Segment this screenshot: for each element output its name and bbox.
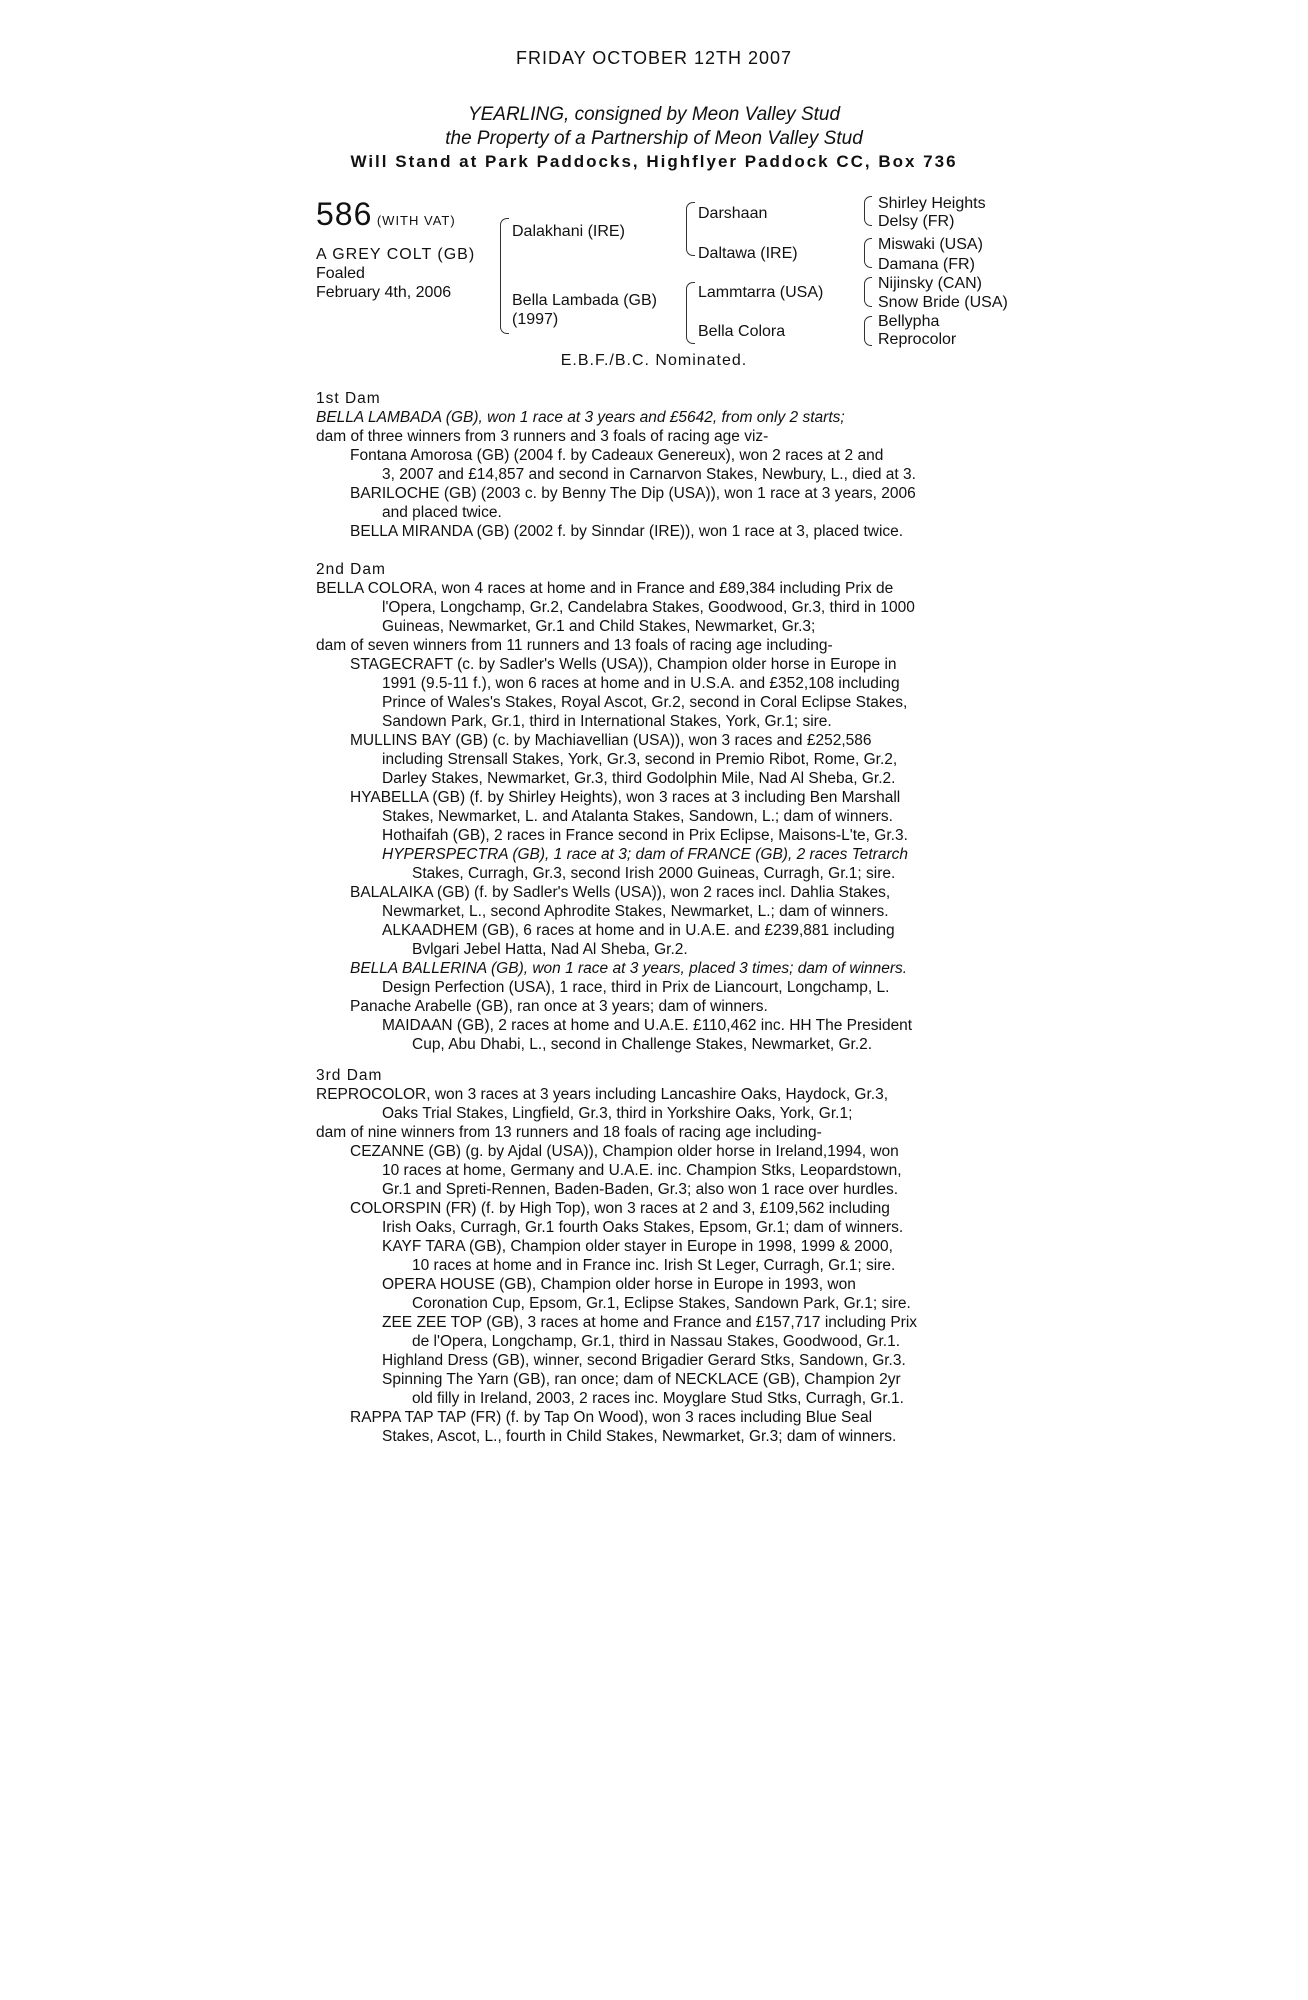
pedigree-brace-g3-2 xyxy=(864,238,872,268)
pedigree-g3-5: Nijinsky (CAN) xyxy=(878,275,982,292)
pedigree-brace-g3-3 xyxy=(864,277,872,307)
third-dam-line: REPROCOLOR, won 3 races at 3 years including Lancashire Oaks, Haydock, Gr.3, xyxy=(316,1086,889,1103)
pedigree-g3-1: Shirley Heights xyxy=(878,195,986,212)
second-dam-line: Hothaifah (GB), 2 races in France second in Prix Eclipse, Maisons-L'te, Gr.3. xyxy=(382,827,908,844)
third-dam-line: ZEE ZEE TOP (GB), 3 races at home and France and £157,717 including Prix xyxy=(382,1314,918,1331)
second-dam-line: BELLA BALLERINA (GB), won 1 race at 3 years, placed 3 times; dam of winners. xyxy=(350,960,908,977)
second-dam-line: Bvlgari Jebel Hatta, Nad Al Sheba, Gr.2. xyxy=(412,941,688,958)
second-dam-line: HYABELLA (GB) (f. by Shirley Heights), won 3 races at 3 including Ben Marshall xyxy=(350,789,901,806)
foaled-label: Foaled xyxy=(316,265,365,282)
second-dam-section xyxy=(316,560,1006,1054)
second-dam-line: Prince of Wales's Stakes, Royal Ascot, Gr.2, second in Coral Eclipse Stakes, xyxy=(382,694,908,711)
second-dam-line: Cup, Abu Dhabi, L., second in Challenge Stakes, Newmarket, Gr.2. xyxy=(412,1036,873,1053)
second-dam-line: STAGECRAFT (c. by Sadler's Wells (USA)), Champion older horse in Europe in xyxy=(350,656,897,673)
third-dam-line: Spinning The Yarn (GB), ran once; dam of NECKLACE (GB), Champion 2yr xyxy=(382,1371,901,1388)
consignment-line-1: YEARLING, consigned by Meon Valley Stud xyxy=(467,104,841,125)
first-dam-line: and placed twice. xyxy=(382,504,502,521)
second-dam-line: BALALAIKA (GB) (f. by Sadler's Wells (USA)), won 2 races incl. Dahlia Stakes, xyxy=(350,884,891,901)
vat-note: (WITH VAT) xyxy=(376,213,456,228)
stand-location: Will Stand at Park Paddocks, Highflyer Paddock CC, Box 736 xyxy=(350,152,958,171)
pedigree-sire-dam: Daltawa (IRE) xyxy=(698,245,798,262)
second-dam-line: Sandown Park, Gr.1, third in International Stakes, York, Gr.1; sire. xyxy=(382,713,832,730)
first-dam-section xyxy=(316,389,1006,541)
second-dam-line: l'Opera, Longchamp, Gr.2, Candelabra Stakes, Goodwood, Gr.3, third in 1000 xyxy=(382,599,915,616)
pedigree-brace-gen1 xyxy=(500,218,509,334)
pedigree-dam-year: (1997) xyxy=(512,311,559,328)
pedigree-brace-g3-1 xyxy=(864,196,872,226)
second-dam-line: Guineas, Newmarket, Gr.1 and Child Stakes, Newmarket, Gr.3; xyxy=(382,618,816,635)
pedigree-sire: Dalakhani (IRE) xyxy=(512,223,625,240)
first-dam-line: BELLA MIRANDA (GB) (2002 f. by Sinndar (IRE)), won 1 race at 3, placed twice. xyxy=(350,523,904,540)
consignment-line-2: the Property of a Partnership of Meon Valley Stud xyxy=(445,128,863,149)
third-dam-line: OPERA HOUSE (GB), Champion older horse in Europe in 1993, won xyxy=(382,1276,856,1293)
first-dam-line: 3, 2007 and £14,857 and second in Carnarvon Stakes, Newbury, L., died at 3. xyxy=(382,466,916,483)
third-dam-line: Highland Dress (GB), winner, second Brigadier Gerard Stks, Sandown, Gr.3. xyxy=(382,1352,906,1369)
third-dam-line: KAYF TARA (GB), Champion older stayer in Europe in 1998, 1999 & 2000, xyxy=(382,1238,893,1255)
lot-description: A GREY COLT (GB) xyxy=(316,246,476,263)
second-dam-line: Darley Stakes, Newmarket, Gr.3, third Godolphin Mile, Nad Al Sheba, Gr.2. xyxy=(382,770,896,787)
third-dam-line: Stakes, Ascot, L., fourth in Child Stakes, Newmarket, Gr.3; dam of winners. xyxy=(382,1428,897,1445)
pedigree-sire-sire: Darshaan xyxy=(698,205,768,222)
second-dam-line: ALKAADHEM (GB), 6 races at home and in U.A.E. and £239,881 including xyxy=(382,922,895,939)
third-dam-line: 10 races at home and in France inc. Irish St Leger, Curragh, Gr.1; sire. xyxy=(412,1257,896,1274)
second-dam-line: MULLINS BAY (GB) (c. by Machiavellian (USA)), won 3 races and £252,586 xyxy=(350,732,872,749)
pedigree-g3-6: Snow Bride (USA) xyxy=(878,294,1008,311)
third-dam-line: CEZANNE (GB) (g. by Ajdal (USA)), Champion older horse in Ireland,1994, won xyxy=(350,1143,899,1160)
second-dam-line: Design Perfection (USA), 1 race, third in Prix de Liancourt, Longchamp, L. xyxy=(382,979,890,996)
third-dam-line: Gr.1 and Spreti-Rennen, Baden-Baden, Gr.3; also won 1 race over hurdles. xyxy=(382,1181,899,1198)
second-dam-line: BELLA COLORA, won 4 races at home and in France and £89,384 including Prix de xyxy=(316,580,894,597)
pedigree-dam-sire: Lammtarra (USA) xyxy=(698,284,824,301)
lot-number: 586 xyxy=(316,196,373,232)
second-dam-line: dam of seven winners from 11 runners and 13 foals of racing age including- xyxy=(316,637,833,654)
first-dam-line: BELLA LAMBADA (GB), won 1 race at 3 years and £5642, from only 2 starts; xyxy=(316,409,845,426)
pedigree-dam: Bella Lambada (GB) xyxy=(512,292,657,309)
third-dam-line: de l'Opera, Longchamp, Gr.1, third in Nassau Stakes, Goodwood, Gr.1. xyxy=(412,1333,901,1350)
pedigree-brace-g3-4 xyxy=(864,316,872,346)
third-dam-line: Irish Oaks, Curragh, Gr.1 fourth Oaks Stakes, Epsom, Gr.1; dam of winners. xyxy=(382,1219,904,1236)
pedigree-g3-2: Delsy (FR) xyxy=(878,213,955,230)
third-dam-line: Coronation Cup, Epsom, Gr.1, Eclipse Stakes, Sandown Park, Gr.1; sire. xyxy=(412,1295,911,1312)
second-dam-line: Panache Arabelle (GB), ran once at 3 years; dam of winners. xyxy=(350,998,768,1015)
sale-date: FRIDAY OCTOBER 12TH 2007 xyxy=(515,48,793,68)
first-dam-line: BARILOCHE (GB) (2003 c. by Benny The Dip (USA)), won 1 race at 3 years, 2006 xyxy=(350,485,916,502)
second-dam-line: MAIDAAN (GB), 2 races at home and U.A.E. £110,462 inc. HH The President xyxy=(382,1017,913,1034)
nomination-note: E.B.F./B.C. Nominated. xyxy=(560,352,748,369)
second-dam-line: HYPERSPECTRA (GB), 1 race at 3; dam of FRANCE (GB), 2 races Tetrarch xyxy=(382,846,909,863)
first-dam-line: dam of three winners from 3 runners and 3 foals of racing age viz- xyxy=(316,428,769,445)
second-dam-line: 1991 (9.5-11 f.), won 6 races at home and in U.S.A. and £352,108 including xyxy=(382,675,900,692)
third-dam-line: COLORSPIN (FR) (f. by High Top), won 3 races at 2 and 3, £109,562 including xyxy=(350,1200,890,1217)
pedigree-brace-dam xyxy=(686,282,695,344)
second-dam-line: Stakes, Newmarket, L. and Atalanta Stakes, Sandown, L.; dam of winners. xyxy=(382,808,893,825)
second-dam-line: Stakes, Curragh, Gr.3, second Irish 2000 Guineas, Curragh, Gr.1; sire. xyxy=(412,865,896,882)
second-dam-line: including Strensall Stakes, York, Gr.3, second in Premio Ribot, Rome, Gr.2, xyxy=(382,751,898,768)
pedigree-g3-3: Miswaki (USA) xyxy=(878,236,983,253)
third-dam-line: old filly in Ireland, 2003, 2 races inc. Moyglare Stud Stks, Curragh, Gr.1. xyxy=(412,1390,904,1407)
pedigree-g3-4: Damana (FR) xyxy=(878,256,975,273)
pedigree-g3-7: Bellypha xyxy=(878,313,940,330)
third-dam-line: dam of nine winners from 13 runners and 18 foals of racing age including- xyxy=(316,1124,822,1141)
third-dam-line: Oaks Trial Stakes, Lingfield, Gr.3, third in Yorkshire Oaks, York, Gr.1; xyxy=(382,1105,853,1122)
third-dam-line: 10 races at home, Germany and U.A.E. inc. Champion Stks, Leopardstown, xyxy=(382,1162,902,1179)
third-dam-line: RAPPA TAP TAP (FR) (f. by Tap On Wood), won 3 races including Blue Seal xyxy=(350,1409,873,1426)
pedigree-dam-dam: Bella Colora xyxy=(698,323,786,340)
lot-number-block xyxy=(316,196,456,233)
third-dam-heading: 3rd Dam xyxy=(316,1067,383,1084)
foaled-date: February 4th, 2006 xyxy=(316,284,452,301)
second-dam-line: Newmarket, L., second Aphrodite Stakes, Newmarket, L.; dam of winners. xyxy=(382,903,889,920)
first-dam-line: Fontana Amorosa (GB) (2004 f. by Cadeaux Genereux), won 2 races at 2 and xyxy=(350,447,884,464)
pedigree-brace-sire xyxy=(686,202,695,256)
first-dam-heading: 1st Dam xyxy=(316,390,381,407)
pedigree-g3-8: Reprocolor xyxy=(878,331,957,348)
second-dam-heading: 2nd Dam xyxy=(316,561,386,578)
third-dam-section xyxy=(316,1066,1006,1446)
